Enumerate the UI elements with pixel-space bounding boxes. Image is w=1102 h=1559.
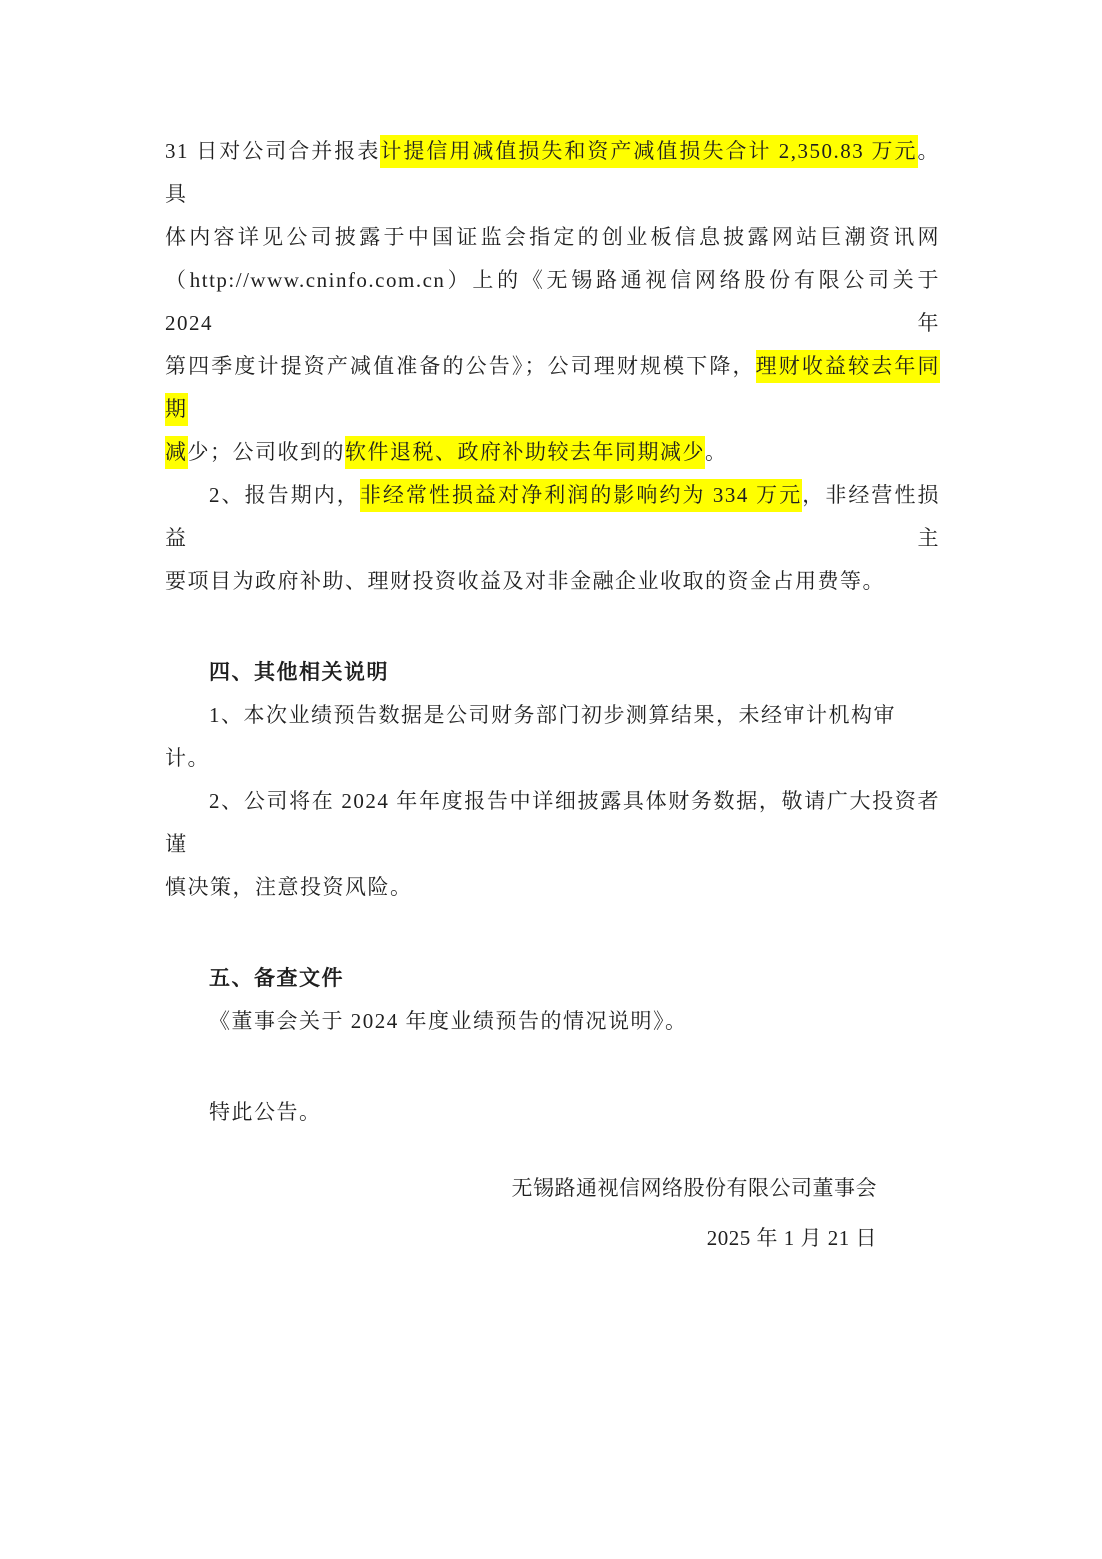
text-segment: 要项目为政府补助、理财投资收益及对非金融企业收取的资金占用费等。 (165, 569, 885, 593)
text-segment: 《董事会关于 2024 年度业绩预告的情况说明》。 (209, 1009, 688, 1033)
para-impairment-line-4 (165, 345, 940, 431)
text-segment: 体内容详见公司披露于中国证监会指定的创业板信息披露网站巨潮资讯网 (165, 225, 940, 249)
text-segment: （http://www.cninfo.com.cn）上的《无锡路通视信网络股份有限公司关于 2024 年 (165, 268, 940, 335)
highlighted-text: 减 (165, 436, 188, 469)
highlighted-text: 计提信用减值损失和资产减值损失合计 2,350.83 万元 (380, 135, 917, 168)
text-segment: ，非经营性损益主 (165, 483, 941, 550)
highlighted-text: 理财收益较去年同期 (165, 350, 940, 426)
text-segment: 无锡路通视信网络股份有限公司董事会 (511, 1176, 877, 1200)
highlighted-text: 软件退税、政府补助较去年同期减少 (345, 436, 705, 469)
para-impairment-line-5 (165, 431, 940, 474)
para-impairment-line-3 (165, 259, 940, 345)
section-5-heading (165, 957, 940, 1000)
text-segment: 2、公司将在 2024 年年度报告中详细披露具体财务数据，敬请广大投资者谨 (165, 789, 940, 856)
text-segment: 第四季度计提资产减值准备的公告》；公司理财规模下降， (165, 354, 756, 378)
section-4-item-2-line-2 (165, 866, 940, 909)
text-segment: 2025 年 1 月 21 日 (706, 1226, 877, 1250)
para-impairment-line-1 (165, 130, 940, 216)
section-4-item-2-line-1 (165, 780, 940, 866)
text-segment: 特此公告。 (209, 1100, 322, 1124)
text-segment: 。 (705, 440, 728, 464)
text-segment: 1、本次业绩预告数据是公司财务部门初步测算结果，未经审计机构审计。 (165, 703, 896, 770)
signature-date (165, 1217, 940, 1260)
section-4-item-1 (165, 694, 940, 780)
para-nonrecurring-line-1 (165, 474, 940, 560)
text-segment: 少；公司收到的 (187, 440, 345, 464)
text-segment: 31 日对公司合并报表 (165, 139, 381, 163)
text-segment: 四、其他相关说明 (209, 660, 389, 684)
closing-statement (165, 1091, 940, 1134)
highlighted-text: 非经常性损益对净利润的影响约为 334 万元 (360, 479, 802, 512)
section-4-heading (165, 651, 940, 694)
text-segment: 。具 (165, 139, 941, 206)
section-5-item-1 (165, 1000, 940, 1043)
text-segment: 五、备查文件 (209, 966, 344, 990)
para-impairment-line-2 (165, 216, 940, 259)
signature-company (165, 1167, 940, 1210)
text-segment: 2、报告期内， (209, 483, 360, 507)
document-body (165, 130, 940, 1260)
text-segment: 慎决策，注意投资风险。 (165, 875, 413, 899)
para-nonrecurring-line-2 (165, 560, 940, 603)
